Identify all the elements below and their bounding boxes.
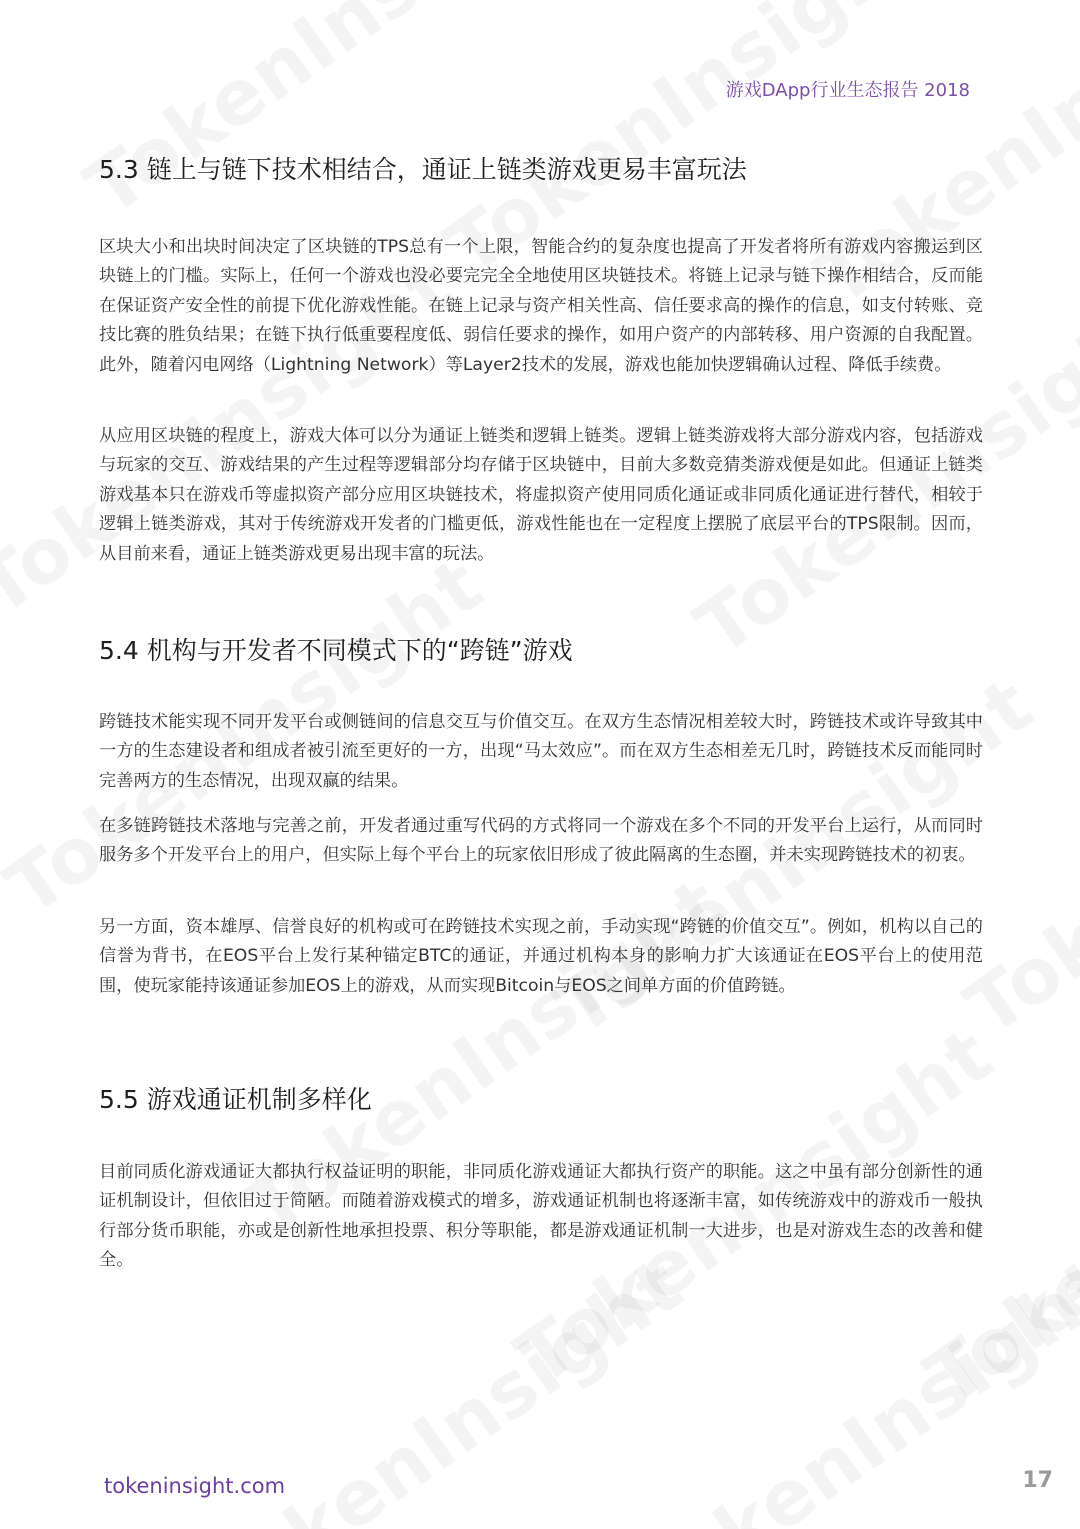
- watermark: [620, 1240, 1080, 1529]
- paragraph: 区块大小和出块时间决定了区块链的TPS总有一个上限，智能合约的复杂度也提高了开发者将所有游戏内容搬运到区块链上的门槛。实际上，任何一个游戏也没必要完完全全地使用区块链技术。将链上记录与链下操作相结合，反而能在保证资产安全性的前提下优化游戏性能。在链上记录与资产相关性高、信任要求高的操作的信息，如支付转账、竞技比赛的胜负结果；在链下执行低重要程度低、弱信任要求的操作，如用户资产的内部转移、用户资源的自我配置。此外，随着闪电网络（Lightning Network）等Layer2技术的发展，游戏也能加快逻辑确认过程、降低手续费。: [99, 237, 983, 375]
- paragraph: 另一方面，资本雄厚、信誉良好的机构或可在跨链技术实现之前，手动实现“跨链的价值交互”。例如，机构以自己的信誉为背书，在EOS平台上发行某种锚定BTC的通证，并通过机构本身的影响力扩大该通证在EOS平台上的使用范围，使玩家能持该通证参加EOS上的游戏，从而实现Bitcoin与EOS之间单方面的价值跨链。: [99, 917, 983, 996]
- paragraph: 跨链技术能实现不同开发平台或侧链间的信息交互与价值交互。在双方生态情况相差较大时，跨链技术或许导致其中一方的生态建设者和组成者被引流至更好的一方，出现“马太效应”。而在双方生态相差无几时，跨链技术反而能同时完善两方的生态情况，出现双赢的结果。: [99, 712, 983, 791]
- section-heading-5-4: 5.4 机构与开发者不同模式下的“跨链”游戏: [99, 636, 573, 665]
- section-heading-5-3: 5.3 链上与链下技术相结合，通证上链类游戏更易丰富玩法: [99, 155, 747, 184]
- watermark: [70, 0, 579, 233]
- paragraph: 目前同质化游戏通证大都执行权益证明的职能，非同质化游戏通证大都执行资产的职能。这之中虽有部分创新性的通证机制设计，但依旧过于简陋。而随着游戏模式的增多，游戏通证机制也将逐渐丰富，如传统游戏中的游戏币一般执行部分货币职能，亦或是创新性地承担投票、积分等职能，都是游戏通证机制一大进步，也是对游戏生态的改善和健全。: [99, 1162, 983, 1271]
- page-number: 17: [1022, 1468, 1053, 1493]
- report-title: 游戏DApp行业生态报告 2018: [725, 80, 970, 101]
- footer-website-link[interactable]: tokeninsight.com: [104, 1474, 286, 1498]
- paragraph: 在多链跨链技术落地与完善之前，开发者通过重写代码的方式将同一个游戏在多个不同的开发平台上运行，从而同时服务多个开发平台上的用户，但实际上每个平台上的玩家依旧形成了彼此隔离的生态圈，并未实现跨链技术的初衷。: [99, 816, 983, 866]
- paragraph: 从应用区块链的程度上，游戏大体可以分为通证上链类和逻辑上链类。逻辑上链类游戏将大部分游戏内容，包括游戏与玩家的交互、游戏结果的产生过程等逻辑部分均存储于区块链中，目前大多数竞猜类游戏便是如此。但通证上链类游戏基本只在游戏币等虚拟资产部分应用区块链技术，将虚拟资产使用同质化通证或非同质化通证进行替代，相较于逻辑上链类游戏，其对于传统游戏开发者的门槛更低，游戏性能也在一定程度上摆脱了底层平台的TPS限制。因而，从目前来看，通证上链类游戏更易出现丰富的玩法。: [99, 426, 983, 564]
- section-heading-5-5: 5.5 游戏通证机制多样化: [99, 1085, 372, 1114]
